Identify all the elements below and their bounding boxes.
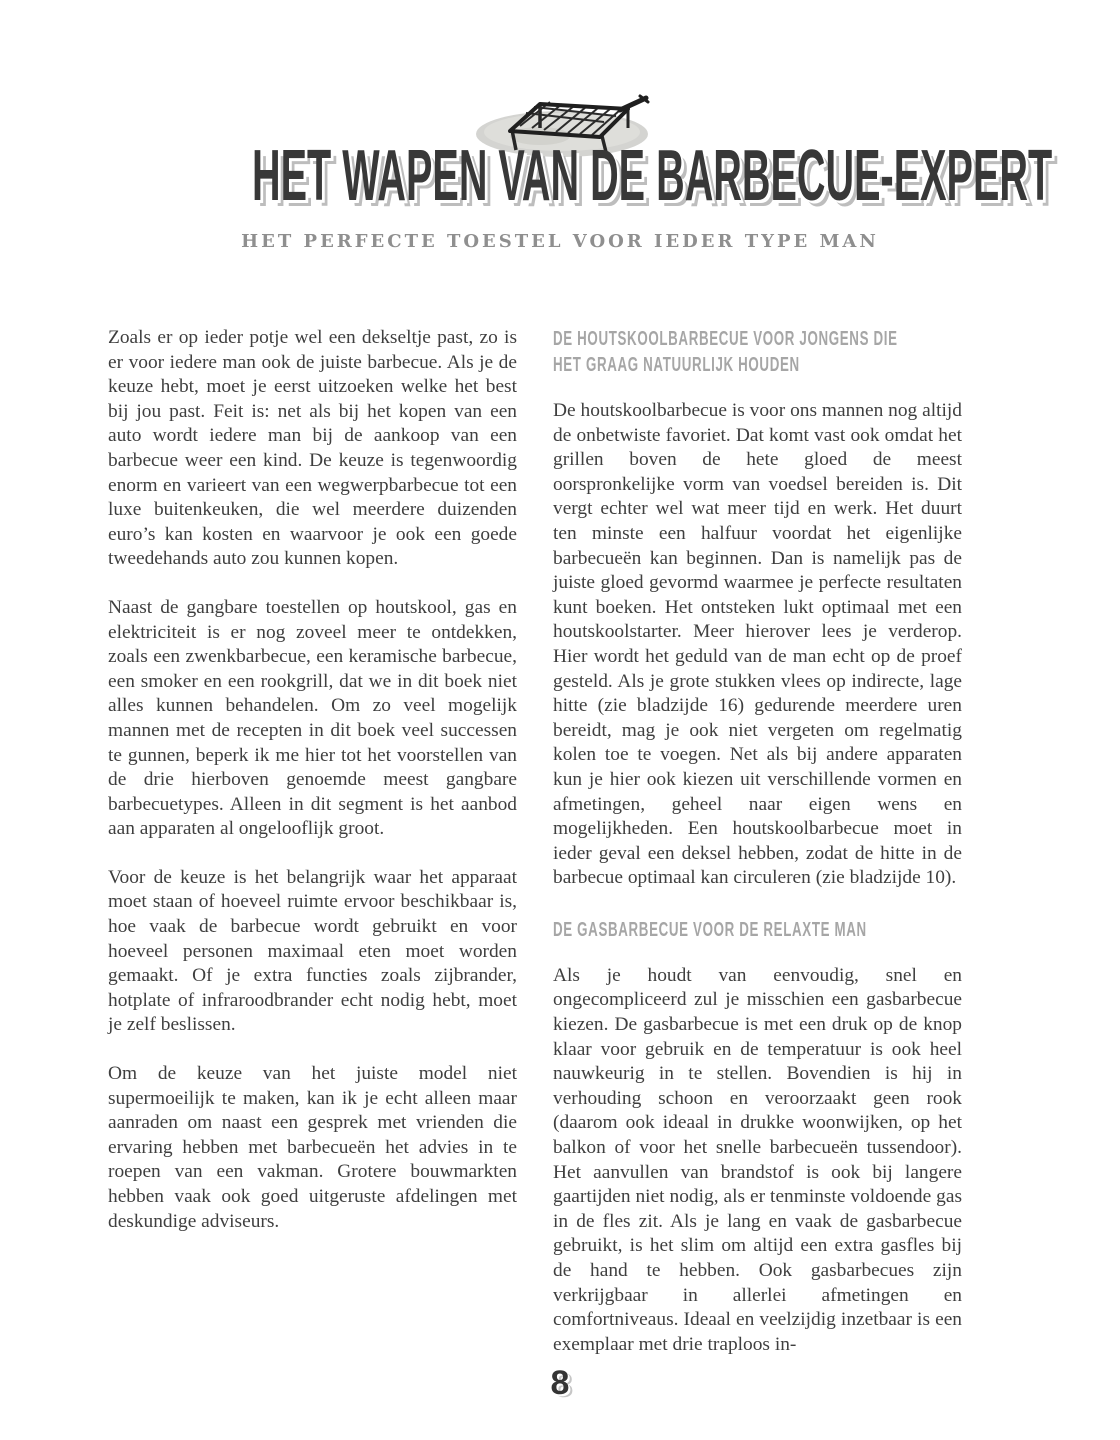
section-heading-gasbarbecue: DE GASBARBECUE VOOR DE RELAXTE MAN xyxy=(553,917,867,941)
body-paragraph: Naast de gangbare toestellen op houtskool, gas en elektriciteit is er nog zoveel meer te ontdekken, zoals een zwenkbarbecue, een keramische barbecue, een smoker en een rookgrill, dat we in dit boek niet alles kunnen behandelen. Om zo veel mogelijk mannen met de recepten in dit boek veel successen te gunnen, beperk ik me hier tot het voorstellen van de drie hierboven genoemde meest gangbare barbecuetypes. Alleen in dit segment is het aanbod aan apparaten al ongelooflijk groot. xyxy=(108,596,517,840)
two-column-text xyxy=(108,326,962,1357)
section-heading-houtskoolbarbecue: DE HOUTSKOOLBARBECUE VOOR JONGENS DIE HET GRAAG NATUURLIJK HOUDEN xyxy=(553,327,898,376)
body-paragraph: Om de keuze van het juiste model niet supermoeilijk te maken, kan ik je echt alleen maar aanraden om naast een gesprek met vrienden die ervaring hebben met barbecueën het advies in te roepen van een vakman. Grotere bouwmarkten hebben vaak ook goed uitgeruste afdelingen met deskundige adviseurs. xyxy=(108,1063,517,1232)
body-paragraph: Voor de keuze is het belangrijk waar het apparaat moet staan of hoeveel ruimte ervoor beschikbaar is, hoe vaak de barbecue wordt gebruikt en voor hoeveel personen maximaal eten moet worden gemaakt. Of je extra functies zoals zijbrander, hotplate of infraroodbrander echt nodig hebt, moet je zelf beslissen. xyxy=(108,866,517,1036)
left-column xyxy=(108,326,517,1357)
page-number: 8 xyxy=(550,1364,570,1402)
body-paragraph: Als je houdt van eenvoudig, snel en ongecompliceerd zul je misschien een gasbarbecue kiezen. De gasbarbecue is met een druk op de knop klaar voor gebruik en de temperatuur is ook heel nauwkeurig in te stellen. Bovendien is hij in verhouding schoon en veroorzaakt geen rook (daarom ook ideaal in drukke woonwijken, op het balkon of voor het snelle barbecueën tussendoor). Het aanvullen van brandstof is ook bij langere gaartijden niet nodig, als er tenminste voldoende gas in de fles zit. Als je lang en vaak de gasbarbecue gebruikt, is het slim om altijd een extra gasfles bij de hand te hebben. Ook gasbarbecues zijn verkrijgbaar in allerlei afmetingen en comfortniveaus. Ideaal en veelzijdig inzetbaar is een exemplaar met drie traploos in- xyxy=(553,964,962,1355)
body-paragraph: De houtskoolbarbecue is voor ons mannen nog altijd de onbetwiste favoriet. Dat komt vast ook omdat het grillen boven de hete gloed de meest oorspronkelijke vorm van voedsel bereiden is. Dit vergt echter wel wat meer tijd en werk. Het duurt ten minste een halfuur voordat het eigenlijke barbecueën kan beginnen. Dan is namelijk pas de juiste gloed gevormd waarmee je perfecte resultaten kunt boeken. Het ontsteken lukt optimaal met een houtskoolstarter. Meer hierover lees je verderop. Hier wordt het geduld van de man echt op de proef gesteld. Als je grote stukken vlees op indirecte, lage hitte (zie bladzijde 16) gedurende meerdere uren bereidt, mag je ook niet vergeten om regelmatig kolen toe te voegen. Net als bij andere apparaten kun je hier ook kiezen uit verschillende vormen en afmetingen, geheel naar eigen wens en mogelijkheden. Een houtskoolbarbecue moet in ieder geval een deksel hebben, zodat de hitte in de barbecue optimaal kan circuleren (zie bladzijde 10). xyxy=(553,400,962,889)
body-paragraph: Zoals er op ieder potje wel een dekseltje past, zo is er voor iedere man ook de juiste barbecue. Als je de keuze hebt, moet je eerst uitzoeken welke het best bij jou past. Feit is: net als bij het kopen van een auto wordt iedere man bij de aankoop van een barbecue weer een kind. De keuze is tegenwoordig enorm en varieert van een wegwerpbarbecue tot een luxe buitenkeuken, die wel meerdere duizenden euro’s kan kosten en waarvoor je ook een goede tweedehands auto zou kunnen kopen. xyxy=(108,327,517,570)
page-title: HET WAPEN VAN DE BARBECUE-EXPERT xyxy=(252,136,1053,216)
page-subtitle: HET PERFECTE TOESTEL VOOR IEDER TYPE MAN xyxy=(241,231,879,252)
right-column xyxy=(553,326,962,1357)
